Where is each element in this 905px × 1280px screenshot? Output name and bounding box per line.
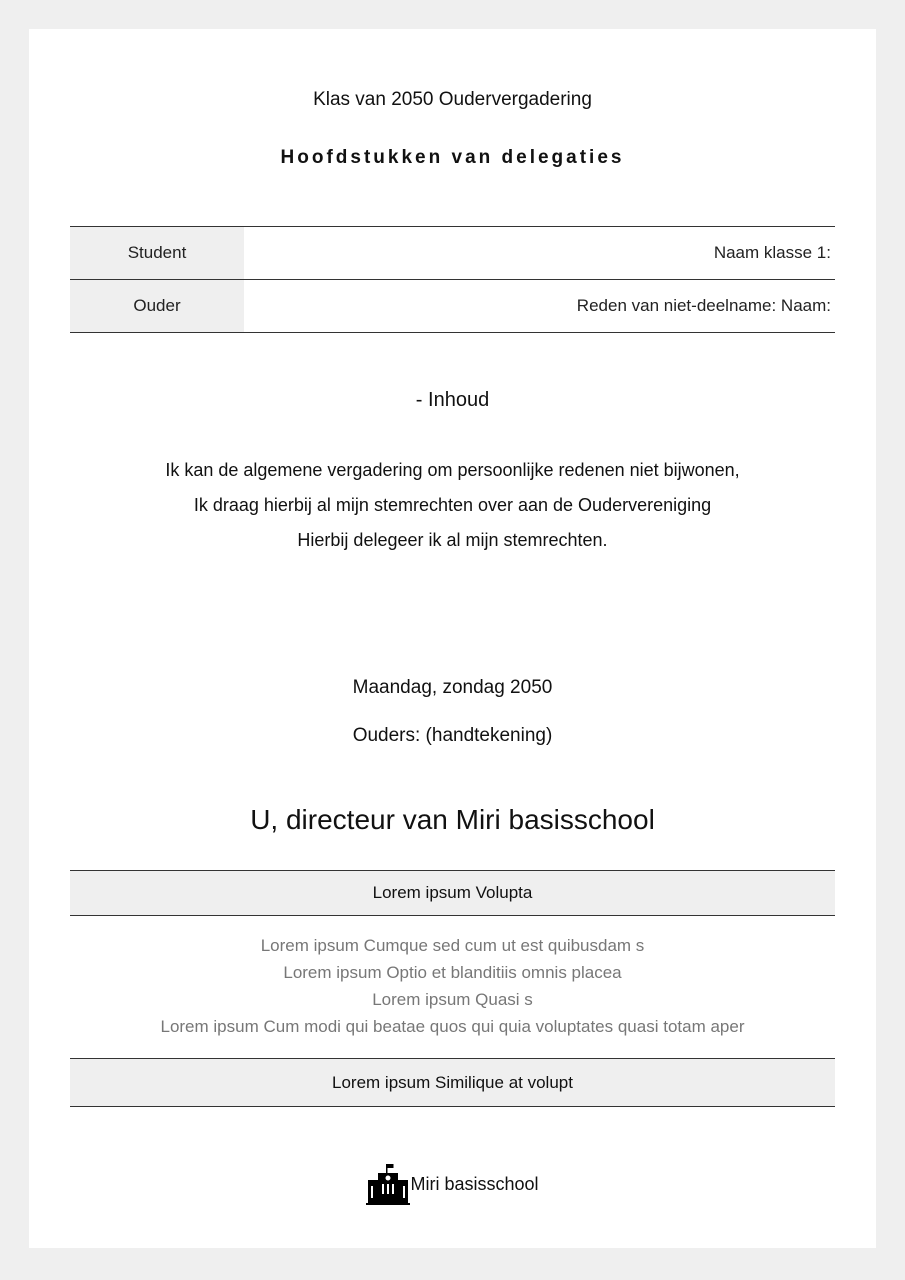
lorem-line: Lorem ipsum Optio et blanditiis omnis placea bbox=[283, 963, 622, 982]
lorem-line: Lorem ipsum Cum modi qui beatae quos qui quia voluptates quasi totam aper bbox=[160, 1017, 745, 1036]
lorem-table-body bbox=[70, 916, 835, 1058]
date: Maandag, zondag 2050 bbox=[352, 677, 553, 698]
content-line: Ik kan de algemene vergadering om persoonlijke redenen niet bijwonen, bbox=[165, 460, 740, 480]
info-label: Student bbox=[70, 227, 244, 279]
lorem-table-header: Lorem ipsum Volupta bbox=[70, 870, 835, 916]
content-body bbox=[29, 453, 876, 558]
lorem-table bbox=[70, 870, 835, 1107]
signature-line: Ouders: (handtekening) bbox=[352, 725, 553, 746]
document-title: Klas van 2050 Oudervergadering bbox=[313, 89, 592, 110]
info-table bbox=[70, 226, 835, 333]
lorem-line: Lorem ipsum Cumque sed cum ut est quibusdam s bbox=[260, 936, 645, 955]
footer-logo-text: Miri basisschool bbox=[410, 1173, 539, 1194]
content-line: Hierbij delegeer ik al mijn stemrechten. bbox=[297, 530, 608, 550]
info-value: Naam klasse 1: bbox=[713, 243, 831, 262]
director-heading: U, directeur van Miri basisschool bbox=[250, 804, 655, 835]
content-heading: - Inhoud bbox=[415, 389, 490, 411]
school-building-icon bbox=[366, 1162, 410, 1206]
document-page bbox=[29, 29, 876, 1248]
info-label: Ouder bbox=[70, 280, 244, 332]
footer-logo bbox=[29, 1162, 876, 1206]
content-line: Ik draag hierbij al mijn stemrechten over aan de Oudervereniging bbox=[193, 495, 712, 515]
info-value: Reden van niet-deelname: Naam: bbox=[576, 296, 831, 315]
lorem-line: Lorem ipsum Quasi s bbox=[372, 990, 533, 1009]
info-row-student bbox=[70, 227, 835, 280]
document-subtitle: Hoofdstukken van delegaties bbox=[280, 147, 625, 168]
info-row-parent bbox=[70, 280, 835, 333]
lorem-table-footer: Lorem ipsum Similique at volupt bbox=[70, 1058, 835, 1107]
